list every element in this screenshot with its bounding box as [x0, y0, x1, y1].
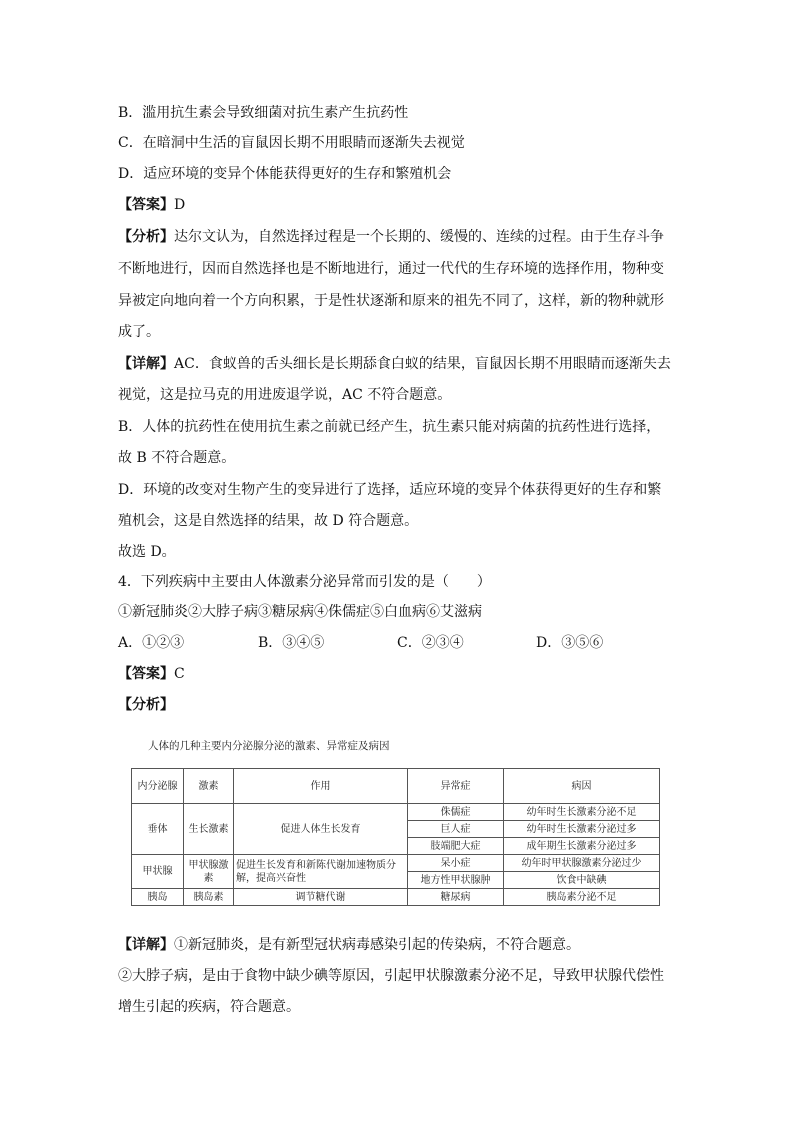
section-marker: 【分析】	[118, 697, 174, 713]
cell-disorder: 呆小症	[408, 855, 504, 872]
detail2-line-1	[118, 935, 678, 955]
cell-cause: 成年期生长激素分泌过多	[504, 838, 660, 855]
cell-gland: 垂体	[132, 804, 184, 855]
section-marker: 【答案】	[118, 197, 174, 213]
option-d: D．③⑤⑥	[536, 635, 604, 651]
cell-cause: 幼年时甲状腺激素分泌过少	[504, 855, 660, 872]
section-text: AC．食蚁兽的舌头细长是长期舔食白蚁的结果，盲鼠因长期不用眼睛而逐渐失去	[174, 356, 671, 372]
section-marker: 【答案】	[118, 666, 174, 682]
cell-hormone: 生长激素	[184, 804, 234, 855]
cell-hormone: 胰岛素	[184, 889, 234, 906]
cell-disorder: 肢端肥大症	[408, 838, 504, 855]
cell-disorder: 地方性甲状腺肿	[408, 872, 504, 889]
table-row	[132, 804, 660, 821]
section-text: 达尔文认为，自然选择过程是一个长期的、缓慢的、连续的过程。由于生存斗争	[174, 229, 664, 245]
table-row	[132, 855, 660, 872]
section-text: D	[174, 197, 186, 213]
detail-line-5: D．环境的改变对生物产生的变异进行了选择，适应环境的变异个体获得更好的生存和繁	[118, 482, 662, 498]
option-b: B．③④⑤	[258, 635, 325, 651]
section-text: ①新冠肺炎，是有新型冠状病毒感染引起的传染病，不符合题意。	[174, 937, 580, 953]
table-row	[132, 889, 660, 906]
analysis-line-2: 不断地进行，因而自然选择也是不断地进行，通过一代代的生存环境的选择作用，物种变	[118, 261, 664, 277]
table-header-row	[132, 769, 660, 804]
conclusion-line: 故选 D。	[118, 544, 176, 560]
cell-cause: 胰岛素分泌不足	[504, 889, 660, 906]
cell-function: 促进生长发育和新陈代谢加速物质分解，提高兴奋性	[234, 855, 408, 889]
header-disorder: 异常症	[408, 769, 504, 804]
cell-disorder: 巨人症	[408, 821, 504, 838]
hormone-table	[131, 768, 660, 906]
header-hormone: 激素	[184, 769, 234, 804]
detail-line-1	[118, 354, 678, 374]
cell-function: 促进人体生长发育	[234, 804, 408, 855]
answer-2	[118, 664, 678, 684]
option-c-line: C．在暗洞中生活的盲鼠因长期不用眼睛而逐渐失去视觉	[118, 135, 465, 151]
detail2-line-3: 增生引起的疾病，符合题意。	[118, 999, 300, 1015]
detail-line-3: B．人体的抗药性在使用抗生素之前就已经产生，抗生素只能对病菌的抗药性进行选择，	[118, 419, 661, 435]
answer-1	[118, 195, 678, 215]
analysis-line-1	[118, 227, 678, 247]
detail-line-6: 殖机会，这是自然选择的结果，故 D 符合题意。	[118, 513, 419, 529]
cell-cause: 幼年时生长激素分泌过多	[504, 821, 660, 838]
detail-line-2: 视觉，这是拉马克的用进废退学说，AC 不符合题意。	[118, 387, 452, 403]
question-4: 4．下列疾病中主要由人体激素分泌异常而引发的是（ ）	[118, 574, 491, 590]
analysis-line-4: 成了。	[118, 324, 160, 340]
cell-function: 调节糖代谢	[234, 889, 408, 906]
option-b-line: B．滥用抗生素会导致细菌对抗生素产生抗药性	[118, 105, 409, 121]
cell-cause: 幼年时生长激素分泌不足	[504, 804, 660, 821]
analysis-label	[118, 695, 678, 715]
header-function: 作用	[234, 769, 408, 804]
option-d-line: D．适应环境的变异个体能获得更好的生存和繁殖机会	[118, 166, 452, 182]
cell-cause: 饮食中缺碘	[504, 872, 660, 889]
detail-line-4: 故 B 不符合题意。	[118, 450, 236, 466]
option-c: C．②③④	[397, 635, 464, 651]
section-marker: 【详解】	[118, 937, 174, 953]
question-4-items: ①新冠肺炎②大脖子病③糖尿病④侏儒症⑤白血病⑥艾滋病	[118, 604, 482, 620]
cell-hormone: 甲状腺激素	[184, 855, 234, 889]
section-text: C	[174, 666, 185, 682]
section-marker: 【分析】	[118, 229, 174, 245]
cell-gland: 甲状腺	[132, 855, 184, 889]
cell-disorder: 侏儒症	[408, 804, 504, 821]
header-cause: 病因	[504, 769, 660, 804]
detail2-line-2: ②大脖子病，是由于食物中缺少碘等原因，引起甲状腺激素分泌不足，导致甲状腺代偿性	[118, 968, 664, 984]
analysis-line-3: 异被定向地向着一个方向积累，于是性状逐渐和原来的祖先不同了，这样，新的物种就形	[118, 293, 664, 309]
section-marker: 【详解】	[118, 356, 174, 372]
table-caption: 人体的几种主要内分泌腺分泌的激素、异常症及病因	[148, 740, 390, 752]
cell-gland: 胰岛	[132, 889, 184, 906]
cell-disorder: 糖尿病	[408, 889, 504, 906]
option-a: A．①②③	[118, 635, 185, 651]
header-gland: 内分泌腺	[132, 769, 184, 804]
